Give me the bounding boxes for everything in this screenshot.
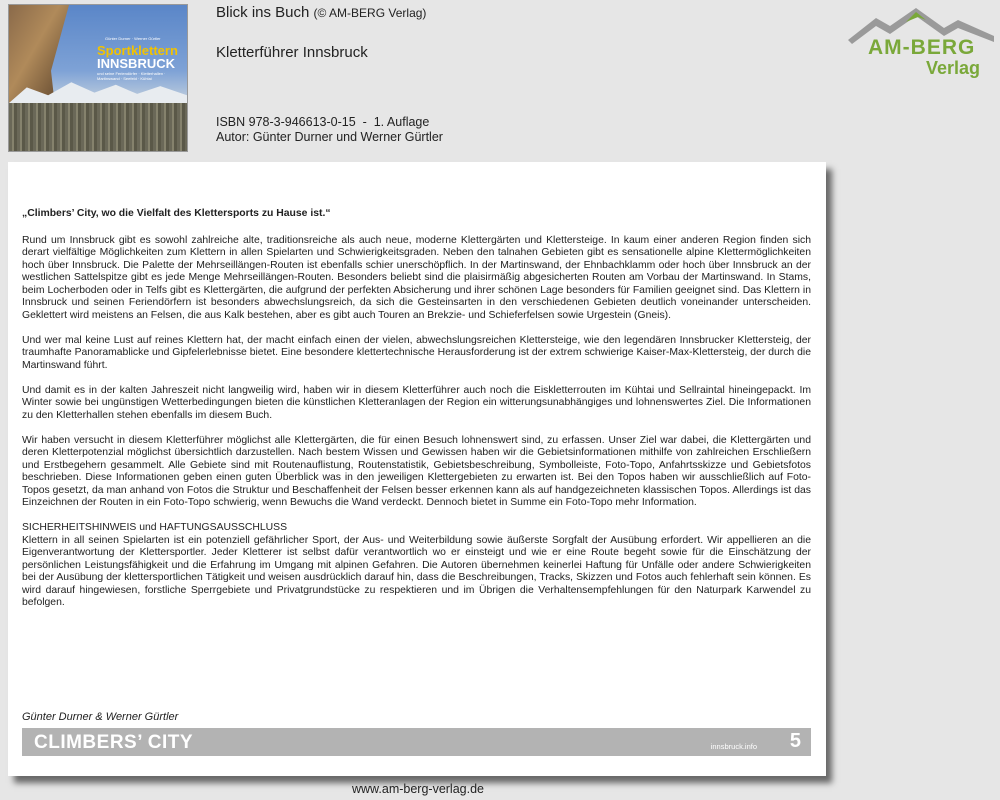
paragraph-intro: Rund um Innsbruck gibt es sowohl zahlreiche alte, traditionsreiche als auch neue, moderne Klettergärten und Klettersteige. In kaum einer anderen Region finden sich derart vielfältige Möglichkeiten zum Klettern in allen Spielarten und Schwierigkeitsgraden. Neben den talnahen Gebieten gibt es sensationelle alpine Klettermöglichkeiten hoch über Innsbruck. Die Palette der Mehrseillängen-Routen ist ebenfalls schier unerschöpflich. In der Martinswand, der Ehnbachklamm oder hoch über Innsbruck an der westlichen Sattelspitze gibt es jede Menge Mehrseillängen-Routen. Besonders beliebt sind die plaisirmäßig abgesicherten Routen am Vorbau der Martinswand. In Stams, beim Locherboden oder in Telfs gibt es Klettergärten, die aufgrund der perfekten Absicherung und ihrer schönen Lage besonders für Familien geeignet sind. Das Klettern in Innsbruck und seinen Feriendörfern ist besonders abwechslungsreich, da sich die Gesteinsarten in den verschiedenen Gebieten deutlich voneinander unterscheiden. Geklettert wird meistens an Felsen, die aus Kalk bestehen, aber es gibt auch Touren an Brekzie- und Schieferfelsen sowie Urgestein (Gneis). <box>22 234 811 321</box>
cover-title-sport: Sportklettern <box>97 43 178 58</box>
paragraph-winter: Und damit es in der kalten Jahreszeit nicht langweilig wird, haben wir in diesem Kletterführer auch noch die Eiskletterrouten im Kühtai und Sellraintal hineingepackt. Im Winter sowie bei ungünstigen Wetterbedingungen bieten die künstlichen Kletteranlagen der Region ein witterungsunabhängiges und lohnenswertes Ziel. Die Informationen zu den Kletterhallen stehen ebenfalls im diesem Buch. <box>22 384 811 421</box>
isbn-line: ISBN 978-3-946613-0-15 - 1. Auflage <box>216 115 430 129</box>
logo-text-verlag: Verlag <box>926 58 981 78</box>
paragraph-topos: Wir haben versucht in diesem Kletterführer möglichst alle Klettergärten, die für einen Besuch lohnenswert sind, zu erfassen. Unser Ziel war dabei, die Klettergärten und deren Kletterpotenzial möglichst übersichtlich darzustellen. Nach bestem Wissen und Gewissen haben wir die Gebietsinformationen mithilfe von zahlreichen Erschließern und Erstbegehern gesammelt. Alle Gebiete sind mit Routenauflistung, Routenstatistik, Gebietsbeschreibung, Symbolleiste, Foto-Topo, Anfahrtsskizze und Gebietsfotos beschrieben. Diese Informationen geben einen guten Überblick was in den jeweiligen Klettergebieten zu erwarten ist. Bei den Topos haben wir ausschließlich auf Foto-Topos gesetzt, da man anhand von Fotos die Struktur und Beschaffenheit der Felsen besser erkennen kann als auf handgezeichneten klassischen Topos. Allerdings ist das Einzeichnen der Routen in ein Foto-Topo schwierig, wenn Bewuchs die Wand verdeckt. Dennoch bietet in Summe ein Foto-Topo mehr Information. <box>22 434 811 508</box>
header-title-copyright: (© AM-BERG Verlag) <box>313 6 427 20</box>
publisher-url-link[interactable]: www.am-berg-verlag.de <box>352 782 484 796</box>
author-line: Autor: Günter Durner und Werner Gürtler <box>216 130 443 144</box>
logo-text-amberg: AM-BERG <box>868 36 976 59</box>
header-title-main: Blick ins Buch <box>216 4 310 21</box>
page-content <box>22 208 811 622</box>
book-meta <box>216 115 443 145</box>
safety-heading: SICHERHEITSHINWEIS und HAFTUNGSAUSSCHLUSS <box>22 522 288 533</box>
page-number: 5 <box>789 730 801 752</box>
cover-city-graphic <box>9 103 187 151</box>
band-title: CLIMBERS’ CITY <box>34 732 194 753</box>
cover-authors: Günter Durner · Werner Gürtler <box>105 36 161 41</box>
band-site: innsbruck.info <box>710 742 757 751</box>
book-cover-image <box>8 4 188 152</box>
am-berg-logo[interactable] <box>846 6 996 80</box>
header-title <box>216 4 426 21</box>
cover-title-city: INNSBRUCK <box>97 56 175 71</box>
book-title: Kletterführer Innsbruck <box>216 44 368 61</box>
paragraph-klettersteige: Und wer mal keine Lust auf reines Klettern hat, der macht einfach einen der vielen, abwechslungsreichen Klettersteige, wie den legendären Innsbrucker Klettersteig, der traumhafte Panoramablicke und Gipfelerlebnisse bietet. Eine besondere klettertechnische Herausforderung ist der extrem schwierige Kaiser-Max-Klettersteig, der durch die Martinswand führt. <box>22 334 811 371</box>
cover-subtitle: und seine Feriendörfer · Kletterhallen · Martinswand · Seefeld · Kühtai <box>97 71 166 81</box>
page-quote: „Climbers’ City, wo die Vielfalt des Klettersports zu Hause ist.“ <box>22 208 331 219</box>
safety-text: Klettern in all seinen Spielarten ist ein potenziell gefährlicher Sport, der Aus- und Weiterbildung sowie äußerste Sorgfalt der Ausübung erfordert. Wir appellieren an die Eigenverantwortung der Klettersportler. Jeder Kletterer ist selbst dafür verantwortlich wo er einsteigt und wie er eine Route begeht sowie für die Einschätzung der persönlichen Leistungsfähigkeit und die Erfahrung im Umgang mit alpinen Gefahren. Die Autoren übernehmen keinerlei Haftung für Unfälle oder andere Schwierigkeiten bei der Ausübung der klettersportlichen Tätigkeit und weisen ausdrücklich darauf hin, dass die Beschreibungen, Tracks, Skizzen und Fotos auch fehlerhaft sein können. Es wird darauf hingewiesen, forstliche Sperrgebiete und Privatgrundstücke zu respektieren und im Übrigen die Verhaltensempfehlungen für den Naturpark Karwendel zu befolgen. <box>22 534 811 608</box>
page-footer-band <box>22 728 811 756</box>
book-page-preview <box>8 162 826 776</box>
page-signature: Günter Durner & Werner Gürtler <box>22 711 179 723</box>
